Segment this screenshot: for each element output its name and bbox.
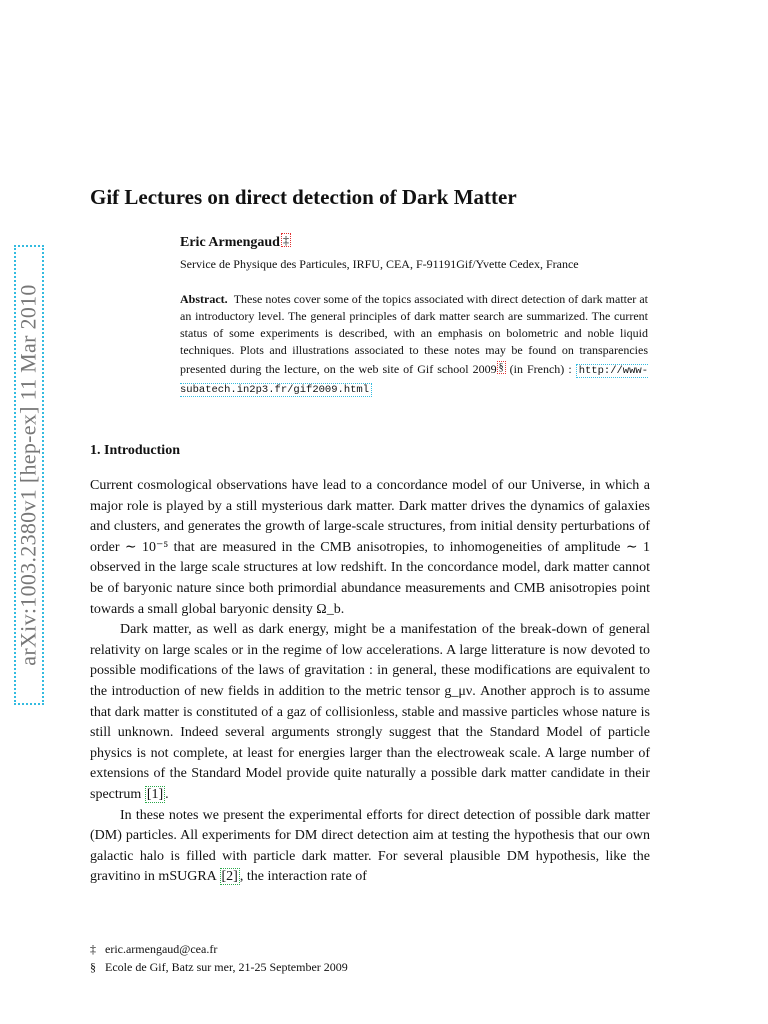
arxiv-identifier-text: arXiv:1003.2380v1 [hep-ex] 11 Mar 2010 — [16, 284, 42, 666]
abstract — [180, 291, 648, 399]
footnote-email — [90, 940, 650, 958]
paragraph-2-end: . — [165, 786, 169, 802]
author-footnote-link[interactable]: ‡ — [282, 233, 289, 247]
footnote-symbol: ‡ — [90, 942, 96, 956]
paragraph-3 — [90, 806, 650, 888]
paragraph-1: Current cosmological observations have lead to a concordance model of our Universe, in which a major role is played by a still mysterious dark matter. Dark matter drives the dynamics of galaxies and clusters, and generates the growth of large-scale structures, from initial density perturbations of order ∼ 10⁻⁵ that are measured in the CMB anisotropies, to inhomogeneities of amplitude ∼ 1 observed in the large scale structures at low redshift. In the concordance model, dark matter cannot be of baryonic nature since both primordial abundance measurements and CMB anisotropies point towards a small global baryonic density Ω_b. — [90, 478, 650, 617]
footnotes — [90, 940, 650, 976]
abstract-text: These notes cover some of the topics associated with direct detection of dark matter at an introductory level. The general principles of dark matter search are summarized. The current status of some experiments is described, with an emphasis on bolometric and noble liquid techniques. Plots and illustrations associated to these notes may be found on transparencies presented during the lecture, on the web site of Gif school 2009 — [180, 292, 648, 376]
body-text — [90, 476, 650, 888]
citation-link-2[interactable]: [2] — [221, 869, 238, 885]
abstract-label: Abstract. — [180, 292, 228, 306]
footnote-text: Ecole de Gif, Batz sur mer, 21-25 September 2009 — [105, 960, 348, 974]
author-name: Eric Armengaud — [180, 235, 280, 250]
abstract-text-after: (in French) : — [505, 362, 576, 376]
arxiv-identifier-stamp[interactable] — [14, 245, 44, 705]
footnote-school — [90, 958, 650, 976]
paragraph-3-end: , the interaction rate of — [239, 869, 367, 885]
footnote-symbol: § — [90, 960, 96, 974]
footnote-text: eric.armengaud@cea.fr — [105, 942, 218, 956]
paper-title: Gif Lectures on direct detection of Dark Matter — [90, 185, 517, 209]
section-heading-introduction: 1. Introduction — [90, 443, 180, 458]
author-line — [180, 233, 291, 252]
paragraph-2-text: Dark matter, as well as dark energy, might be a manifestation of the break-down of general relativity on large scales or in the regime of low accelerations. A large litterature is now devoted to possible modifications of the laws of gravitation : in general, these modifications are equivalent to the introduction of new fields in addition to the metric tensor g_μν. Another approch is to assume that dark matter is constituted of a gaz of collisionless, stable and massive particles whose nature is still unknown. Indeed several arguments strongly suggest that the Standard Model of particle physics is not complete, at least for energies larger than the electroweak scale. A large number of extensions of the Standard Model provide quite naturally a possible dark matter candidate in their spectrum — [90, 622, 650, 802]
gif-school-link[interactable]: http://www-subatech.in2p3.fr/gif2009.html — [180, 365, 649, 396]
paragraph-3-text: In these notes we present the experimental efforts for direct detection of possible dark matter (DM) particles. All experiments for DM direct detection aim at testing the hypothesis that our own galactic halo is filled with particle dark matter. For several plausible DM hypothesis, like the gravitino in mSUGRA — [90, 807, 650, 885]
paragraph-2 — [90, 620, 650, 805]
citation-link-1[interactable]: [1] — [146, 786, 164, 802]
abstract-footnote-link[interactable]: § — [498, 362, 504, 373]
author-affiliation: Service de Physique des Particules, IRFU, CEA, F-91191Gif/Yvette Cedex, France — [180, 257, 579, 271]
